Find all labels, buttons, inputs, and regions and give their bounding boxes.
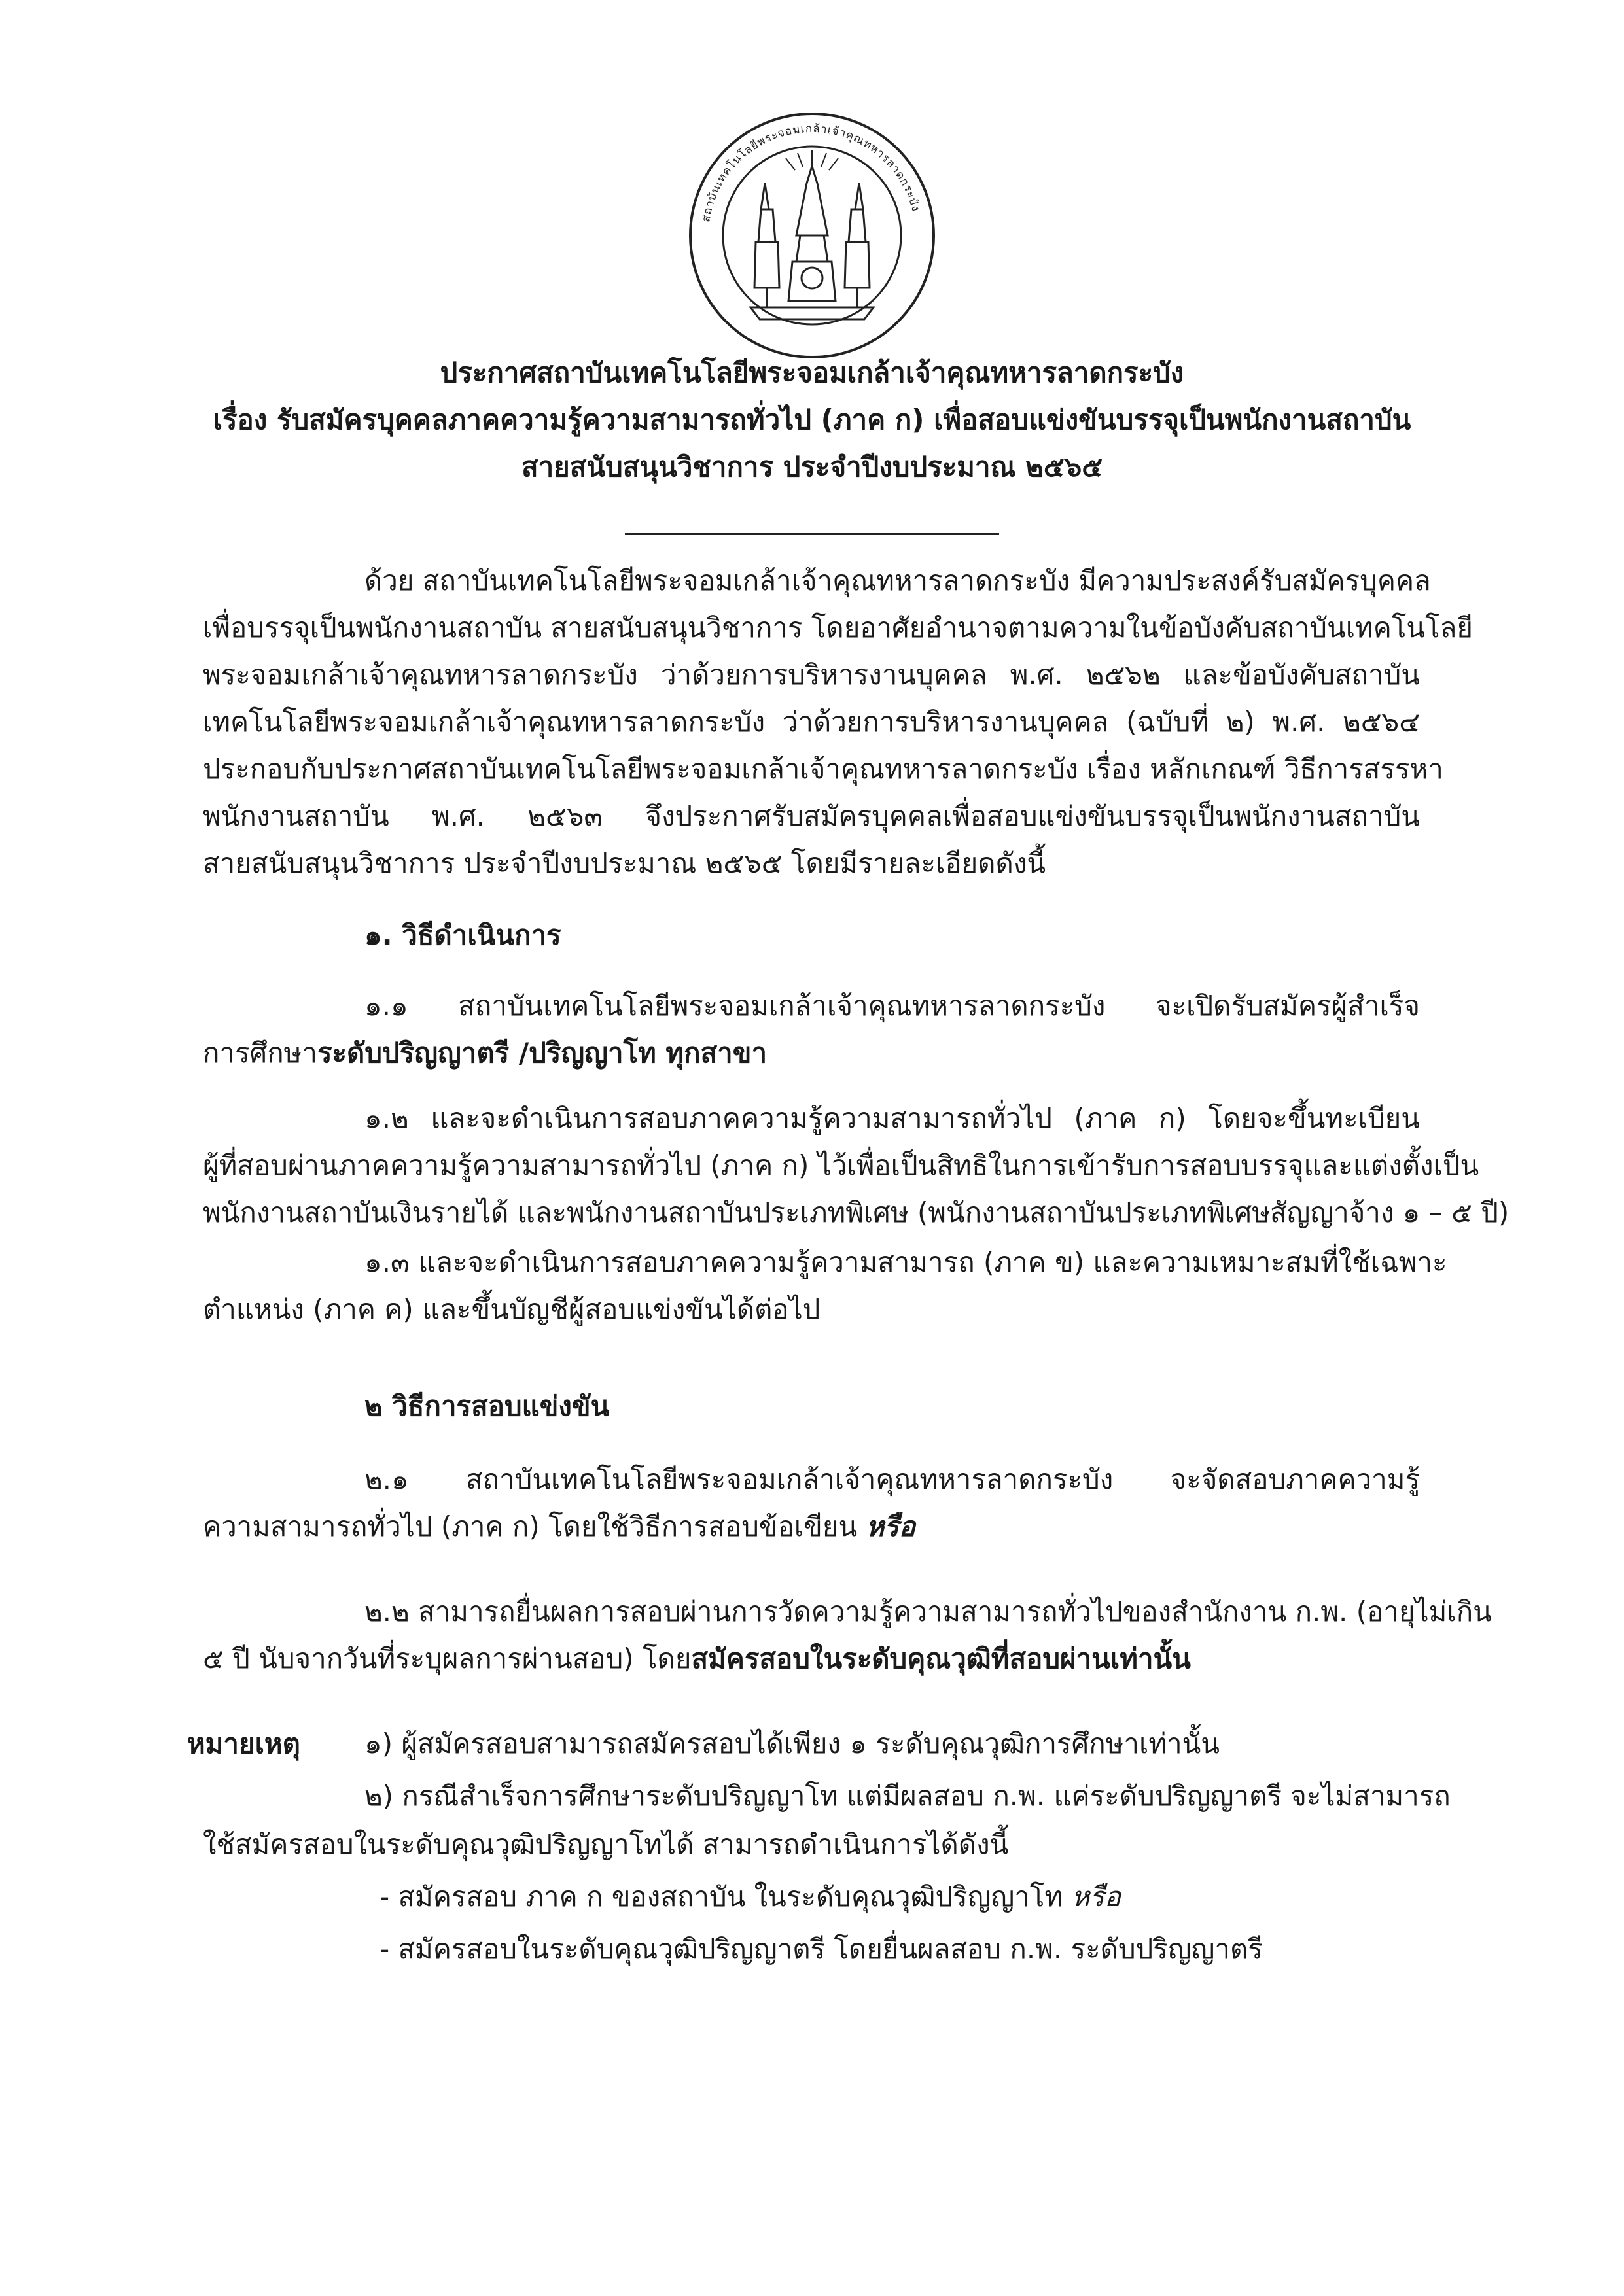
section-1-2-line: ๑.๒ และจะดำเนินการสอบภาคความรู้ความสามารถทั่วไป (ภาค ก) โดยจะขึ้นทะเบียน: [364, 1102, 1420, 1134]
header-divider: [625, 533, 999, 535]
intro-line: ด้วย สถาบันเทคโนโลยีพระจอมเกล้าเจ้าคุณทหารลาดกระบัง มีความประสงค์รับสมัครบุคคล: [364, 565, 1431, 597]
section-1-3-line: ๑.๓ และจะดำเนินการสอบภาคความรู้ความสามารถ (ภาค ข) และความเหมาะสมที่ใช้เฉพาะ: [364, 1246, 1447, 1278]
section-2-2-line: ๒.๒ สามารถยื่นผลการสอบผ่านการวัดความรู้ความสามารถทั่วไปของสำนักงาน ก.พ. (อายุไม่เกิน: [364, 1595, 1492, 1627]
section-2-2-text: ๕ ปี นับจากวันที่ระบุผลการผ่านสอบ) โดย: [203, 1643, 692, 1675]
section-1-heading: ๑. วิธีดำเนินการ: [364, 919, 561, 951]
announcement-subject: เรื่อง รับสมัครบุคคลภาคความรู้ความสามารถทั่วไป (ภาค ก) เพื่อสอบแข่งขันบรรจุเป็นพนักงานสถาบัน: [213, 404, 1411, 436]
remark-bullet: - สมัครสอบในระดับคุณวุฒิปริญญาตรี โดยยื่นผลสอบ ก.พ. ระดับปริญญาตรี: [380, 1933, 1263, 1965]
royal-emblem-seal-icon: [688, 111, 936, 360]
section-1-2-line: ผู้ที่สอบผ่านภาคความรู้ความสามารถทั่วไป (ภาค ก) ไว้เพื่อเป็นสิทธิในการเข้ารับการสอบบรรจุและแต่งตั้งเป็น: [203, 1149, 1479, 1181]
intro-line: พนักงานสถาบัน พ.ศ. ๒๕๖๓ จึงประกาศรับสมัครบุคคลเพื่อสอบแข่งขันบรรจุเป็นพนักงานสถาบัน: [203, 800, 1420, 832]
section-1-1-line: ๑.๑ สถาบันเทคโนโลยีพระจอมเกล้าเจ้าคุณทหารลาดกระบัง จะเปิดรับสมัครผู้สำเร็จ: [364, 990, 1420, 1022]
remark-1: ๑) ผู้สมัครสอบสามารถสมัครสอบได้เพียง ๑ ระดับคุณวุฒิการศึกษาเท่านั้น: [364, 1728, 1220, 1760]
intro-line: เทคโนโลยีพระจอมเกล้าเจ้าคุณทหารลาดกระบัง ว่าด้วยการบริหารงานบุคคล (ฉบับที่ ๒) พ.ศ. ๒๕๖๔: [203, 706, 1420, 738]
section-1-2-line: พนักงานสถาบันเงินรายได้ และพนักงานสถาบันประเภทพิเศษ (พนักงานสถาบันประเภทพิเศษสัญญาจ้าง ๑ – ๕ ปี): [203, 1196, 1509, 1228]
section-2-heading: ๒ วิธีการสอบแข่งขัน: [364, 1390, 610, 1422]
remark-bullet-text: - สมัครสอบ ภาค ก ของสถาบัน ในระดับคุณวุฒิปริญญาโท: [380, 1881, 1072, 1913]
remarks-label: หมายเหตุ: [187, 1728, 300, 1760]
intro-line: เพื่อบรรจุเป็นพนักงานสถาบัน สายสนับสนุนวิชาการ โดยอาศัยอำนาจตามความในข้อบังคับสถาบันเทคโนโลยี: [203, 612, 1474, 644]
intro-line: สายสนับสนุนวิชาการ ประจำปีงบประมาณ ๒๕๖๕ โดยมีรายละเอียดดังนี้: [203, 847, 1046, 879]
section-2-1-line: ๒.๑ สถาบันเทคโนโลยีพระจอมเกล้าเจ้าคุณทหารลาดกระบัง จะจัดสอบภาคความรู้: [364, 1463, 1420, 1495]
section-1-1-line: [203, 1034, 767, 1073]
announcement-subject-cont: สายสนับสนุนวิชาการ ประจำปีงบประมาณ ๒๕๖๕: [521, 451, 1103, 483]
degree-level-emphasis: ระดับปริญญาตรี /ปริญญาโท ทุกสาขา: [317, 1037, 768, 1069]
remark-2-line: ใช้สมัครสอบในระดับคุณวุฒิปริญญาโทได้ สามารถดำเนินการได้ดังนี้: [203, 1828, 1009, 1860]
remark-bullet: [380, 1877, 1121, 1917]
remark-2-line: ๒) กรณีสำเร็จการศึกษาระดับปริญญาโท แต่มีผลสอบ ก.พ. แค่ระดับปริญญาตรี จะไม่สามารถ: [364, 1780, 1451, 1812]
section-2-2-line: [203, 1639, 1191, 1679]
section-2-1-line: [203, 1507, 915, 1546]
section-1-1-text: การศึกษา: [203, 1037, 317, 1069]
or-emphasis: หรือ: [866, 1510, 916, 1542]
intro-line: พระจอมเกล้าเจ้าคุณทหารลาดกระบัง ว่าด้วยการบริหารงานบุคคล พ.ศ. ๒๕๖๒ และข้อบังคับสถาบัน: [203, 659, 1420, 691]
announcement-title: ประกาศสถาบันเทคโนโลยีพระจอมเกล้าเจ้าคุณทหารลาดกระบัง: [440, 357, 1184, 389]
emblem-ring-text: สถาบันเทคโนโลยีพระจอมเกล้าเจ้าคุณทหารลาดกระบัง: [699, 122, 923, 224]
or-emphasis: หรือ: [1071, 1881, 1121, 1913]
section-1-3-line: ตำแหน่ง (ภาค ค) และขึ้นบัญชีผู้สอบแข่งขันได้ต่อไป: [203, 1293, 821, 1325]
section-2-1-text: ความสามารถทั่วไป (ภาค ก) โดยใช้วิธีการสอบข้อเขียน: [203, 1510, 866, 1542]
qualification-emphasis: สมัครสอบในระดับคุณวุฒิที่สอบผ่านเท่านั้น: [691, 1643, 1191, 1675]
intro-line: ประกอบกับประกาศสถาบันเทคโนโลยีพระจอมเกล้าเจ้าคุณทหารลาดกระบัง เรื่อง หลักเกณฑ์ วิธีการสรรหา: [203, 753, 1443, 785]
